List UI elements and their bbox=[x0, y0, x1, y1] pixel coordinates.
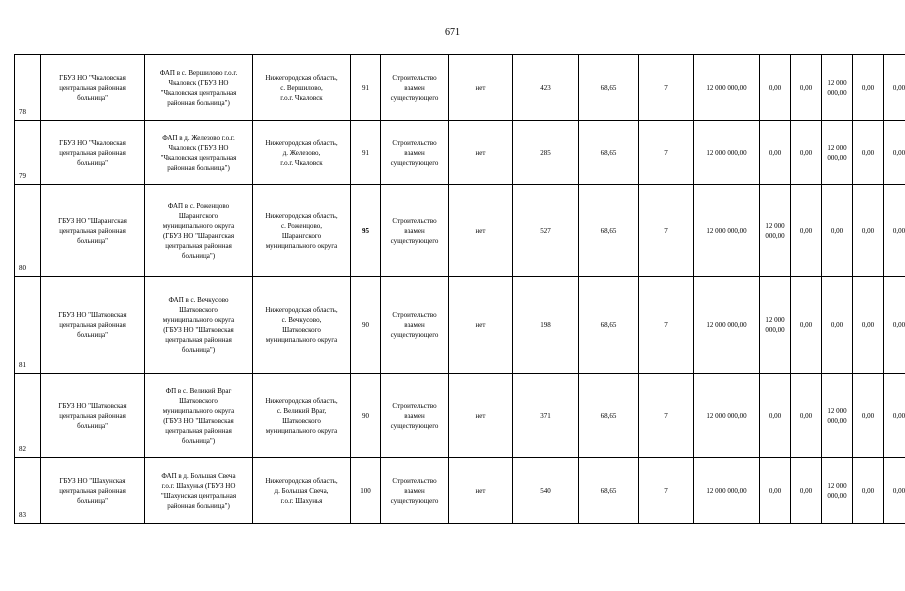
rate-cell: 68,65 bbox=[579, 185, 639, 277]
total-cell: 12 000 000,00 bbox=[694, 121, 760, 185]
rate-cell: 68,65 bbox=[579, 55, 639, 121]
row-number: 82 bbox=[15, 374, 41, 458]
address-cell: Нижегородская область, д. Железово, г.о.г. Чкаловск bbox=[253, 121, 351, 185]
facility-cell: ФАП в д. Железово г.о.г. Чкаловск (ГБУЗ НО "Чкаловская центральная районная больница") bbox=[145, 121, 253, 185]
work-type-cell: Строительство взамен существующего bbox=[381, 374, 449, 458]
row-number: 81 bbox=[15, 277, 41, 374]
year-3-cell: 12 000 000,00 bbox=[822, 121, 853, 185]
total-cell: 12 000 000,00 bbox=[694, 55, 760, 121]
population-cell: 91 bbox=[351, 121, 381, 185]
year-1-cell: 0,00 bbox=[760, 458, 791, 524]
work-type-cell: Строительство взамен существующего bbox=[381, 277, 449, 374]
row-number: 79 bbox=[15, 121, 41, 185]
year-5-cell: 0,00 bbox=[884, 185, 905, 277]
count-cell: 7 bbox=[639, 374, 694, 458]
total-cell: 12 000 000,00 bbox=[694, 374, 760, 458]
population-cell: 95 bbox=[351, 185, 381, 277]
year-4-cell: 0,00 bbox=[853, 185, 884, 277]
area-cell: 540 bbox=[513, 458, 579, 524]
year-1-cell: 0,00 bbox=[760, 55, 791, 121]
work-type-cell: Строительство взамен существующего bbox=[381, 55, 449, 121]
work-type-cell: Строительство взамен существующего bbox=[381, 121, 449, 185]
year-1-cell: 12 000 000,00 bbox=[760, 185, 791, 277]
institution-cell: ГБУЗ НО "Шатковская центральная районная больница" bbox=[41, 374, 145, 458]
page-number: 671 bbox=[445, 27, 460, 38]
year-4-cell: 0,00 bbox=[853, 55, 884, 121]
year-3-cell: 0,00 bbox=[822, 277, 853, 374]
flag-cell: нет bbox=[449, 185, 513, 277]
year-3-cell: 12 000 000,00 bbox=[822, 55, 853, 121]
year-5-cell: 0,00 bbox=[884, 458, 905, 524]
facilities-table bbox=[14, 54, 905, 524]
year-5-cell: 0,00 bbox=[884, 55, 905, 121]
address-cell: Нижегородская область, с. Роженцово, Шарангского муниципального округа bbox=[253, 185, 351, 277]
facility-cell: ФП в с. Великий Враг Шатковского муниципального округа (ГБУЗ НО "Шатковская центральная районная больница") bbox=[145, 374, 253, 458]
year-5-cell: 0,00 bbox=[884, 277, 905, 374]
total-cell: 12 000 000,00 bbox=[694, 277, 760, 374]
table-row bbox=[15, 185, 905, 277]
count-cell: 7 bbox=[639, 185, 694, 277]
year-1-cell: 0,00 bbox=[760, 121, 791, 185]
year-3-cell: 12 000 000,00 bbox=[822, 458, 853, 524]
table-row bbox=[15, 121, 905, 185]
year-4-cell: 0,00 bbox=[853, 121, 884, 185]
year-2-cell: 0,00 bbox=[791, 185, 822, 277]
table-row bbox=[15, 374, 905, 458]
address-cell: Нижегородская область, с. Вершилово, г.о.г. Чкаловск bbox=[253, 55, 351, 121]
facility-cell: ФАП в д. Большая Свеча г.о.г. Шахунья (ГБУЗ НО "Шахунская центральная районная больница") bbox=[145, 458, 253, 524]
total-cell: 12 000 000,00 bbox=[694, 458, 760, 524]
count-cell: 7 bbox=[639, 121, 694, 185]
facility-cell: ФАП в с. Вершилово г.о.г. Чкаловск (ГБУЗ НО "Чкаловская центральная районная больница") bbox=[145, 55, 253, 121]
address-cell: Нижегородская область, с. Вечкусово, Шатковского муниципального округа bbox=[253, 277, 351, 374]
population-cell: 91 bbox=[351, 55, 381, 121]
rate-cell: 68,65 bbox=[579, 277, 639, 374]
total-cell: 12 000 000,00 bbox=[694, 185, 760, 277]
year-2-cell: 0,00 bbox=[791, 277, 822, 374]
table-row bbox=[15, 277, 905, 374]
work-type-cell: Строительство взамен существующего bbox=[381, 185, 449, 277]
area-cell: 285 bbox=[513, 121, 579, 185]
table-row bbox=[15, 458, 905, 524]
work-type-cell: Строительство взамен существующего bbox=[381, 458, 449, 524]
year-2-cell: 0,00 bbox=[791, 374, 822, 458]
year-2-cell: 0,00 bbox=[791, 121, 822, 185]
area-cell: 371 bbox=[513, 374, 579, 458]
population-cell: 90 bbox=[351, 277, 381, 374]
year-5-cell: 0,00 bbox=[884, 121, 905, 185]
year-2-cell: 0,00 bbox=[791, 458, 822, 524]
population-cell: 90 bbox=[351, 374, 381, 458]
flag-cell: нет bbox=[449, 374, 513, 458]
count-cell: 7 bbox=[639, 55, 694, 121]
row-number: 78 bbox=[15, 55, 41, 121]
rate-cell: 68,65 bbox=[579, 121, 639, 185]
flag-cell: нет bbox=[449, 121, 513, 185]
count-cell: 7 bbox=[639, 277, 694, 374]
institution-cell: ГБУЗ НО "Чкаловская центральная районная больница" bbox=[41, 55, 145, 121]
address-cell: Нижегородская область, с. Великий Враг, Шатковского муниципального округа bbox=[253, 374, 351, 458]
table-row bbox=[15, 55, 905, 121]
facility-cell: ФАП в с. Роженцово Шарангского муниципального округа (ГБУЗ НО "Шарангская центральная районная больница") bbox=[145, 185, 253, 277]
area-cell: 198 bbox=[513, 277, 579, 374]
year-1-cell: 12 000 000,00 bbox=[760, 277, 791, 374]
population-cell: 100 bbox=[351, 458, 381, 524]
area-cell: 423 bbox=[513, 55, 579, 121]
year-4-cell: 0,00 bbox=[853, 374, 884, 458]
year-2-cell: 0,00 bbox=[791, 55, 822, 121]
row-number: 80 bbox=[15, 185, 41, 277]
rate-cell: 68,65 bbox=[579, 458, 639, 524]
address-cell: Нижегородская область, д. Большая Свеча, г.о.г. Шахунья bbox=[253, 458, 351, 524]
year-3-cell: 0,00 bbox=[822, 185, 853, 277]
flag-cell: нет bbox=[449, 458, 513, 524]
flag-cell: нет bbox=[449, 55, 513, 121]
year-3-cell: 12 000 000,00 bbox=[822, 374, 853, 458]
institution-cell: ГБУЗ НО "Шарангская центральная районная больница" bbox=[41, 185, 145, 277]
year-4-cell: 0,00 bbox=[853, 458, 884, 524]
row-number: 83 bbox=[15, 458, 41, 524]
facility-cell: ФАП в с. Вечкусово Шатковского муниципального округа (ГБУЗ НО "Шатковская центральная районная больница") bbox=[145, 277, 253, 374]
year-4-cell: 0,00 bbox=[853, 277, 884, 374]
flag-cell: нет bbox=[449, 277, 513, 374]
count-cell: 7 bbox=[639, 458, 694, 524]
year-5-cell: 0,00 bbox=[884, 374, 905, 458]
institution-cell: ГБУЗ НО "Шахунская центральная районная больница" bbox=[41, 458, 145, 524]
area-cell: 527 bbox=[513, 185, 579, 277]
institution-cell: ГБУЗ НО "Шатковская центральная районная больница" bbox=[41, 277, 145, 374]
year-1-cell: 0,00 bbox=[760, 374, 791, 458]
institution-cell: ГБУЗ НО "Чкаловская центральная районная больница" bbox=[41, 121, 145, 185]
rate-cell: 68,65 bbox=[579, 374, 639, 458]
